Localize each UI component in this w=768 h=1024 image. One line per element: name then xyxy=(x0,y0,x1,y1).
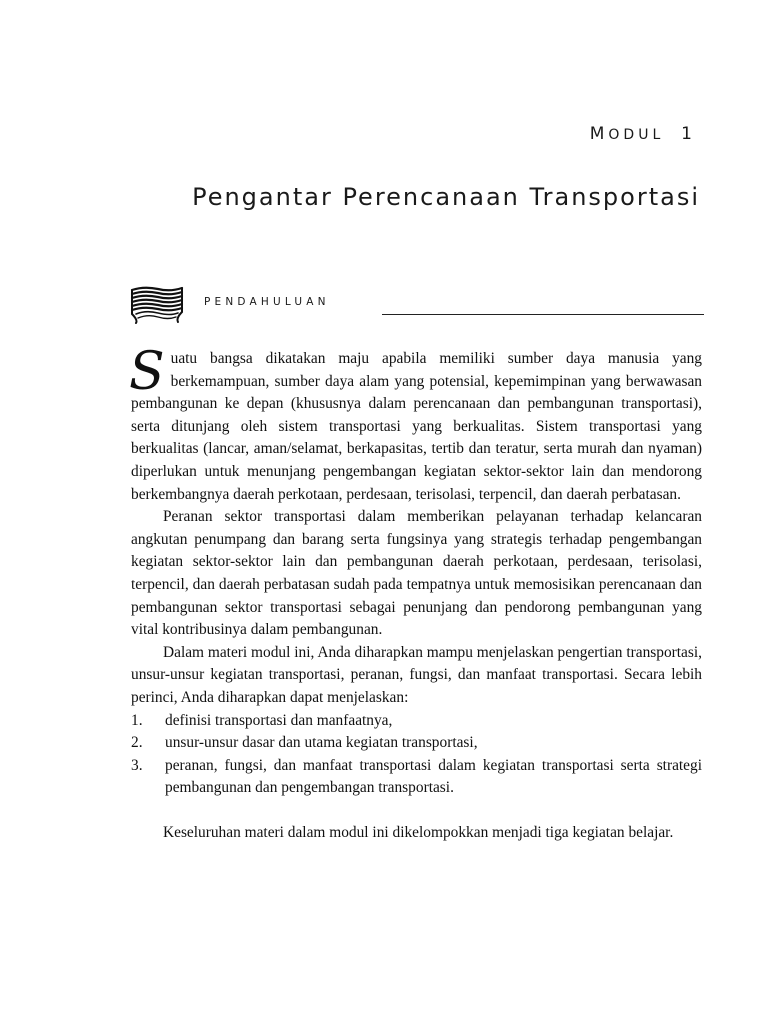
module-label xyxy=(590,124,696,144)
list-item xyxy=(131,710,702,733)
section-label: PENDAHULUAN xyxy=(204,296,330,308)
list-item xyxy=(131,732,702,755)
paragraph-role: Peranan sektor transportasi dalam memberikan pelayanan terhadap kelancaran angkutan penumpang dan barang serta fungsinya yang strategis terhadap pengembangan kegiatan sektor-sektor lain dan pembangunan daerah perkotaan, perdesaan, terisolasi, terpencil, dan daerah perbatasan sudah pada tempatnya untuk memosisikan perencanaan dan pembangunan sektor transportasi sebagai penunjang dan pendorong pembangunan yang vital kontribusinya dalam pembangunan. xyxy=(131,508,702,639)
section-divider xyxy=(382,314,704,315)
module-title: Pengantar Perencanaan Transportasi xyxy=(192,183,700,211)
list-text: peranan, fungsi, dan manfaat transportasi dalam kegiatan transportasi serta strategi pembangunan dan pengembangan transportasi. xyxy=(165,756,702,797)
spacer xyxy=(131,800,702,822)
paragraph-intro-text: uatu bangsa dikatakan maju apabila memiliki sumber daya manusia yang berkemampuan, sumber daya alam yang potensial, kepemimpinan yang berwawasan pembangunan ke depan (khususnya dalam perencanaan dan pembangunan transportasi), serta ditunjang oleh sistem transportasi yang berkualitas. Sistem transportasi yang berkualitas (lancar, aman/selamat, berkapasitas, tertib dan teratur, serta murah dan nyaman) diperlukan untuk menunjang pengembangan kegiatan sektor-sektor lain dan mendorong berkembangnya daerah perkotaan, perdesaan, terisolasi, terpencil, dan daerah perbatasan. xyxy=(131,350,702,503)
list-number: 1. xyxy=(131,711,143,729)
paragraph-summary: Keseluruhan materi dalam modul ini dikelompokkan menjadi tiga kegiatan belajar. xyxy=(163,823,674,841)
objectives-list xyxy=(131,710,702,800)
list-number: 3. xyxy=(131,756,143,774)
paragraph-objectives: Dalam materi modul ini, Anda diharapkan mampu menjelaskan pengertian transportasi, unsur-unsur kegiatan transportasi, peranan, fungsi, dan manfaat transportasi. Secara lebih perinci, Anda diharapkan dapat menjelaskan: xyxy=(131,643,702,706)
drop-cap: S xyxy=(129,342,165,402)
paragraph-intro xyxy=(129,342,702,506)
module-number: 1 xyxy=(681,124,696,144)
module-initial: M xyxy=(589,124,609,144)
list-text: unsur-unsur dasar dan utama kegiatan transportasi, xyxy=(165,734,478,752)
list-number: 2. xyxy=(131,734,143,752)
list-item xyxy=(131,755,702,800)
book-pages-icon xyxy=(130,286,184,324)
list-text: definisi transportasi dan manfaatnya, xyxy=(165,711,393,729)
body-content xyxy=(129,342,702,844)
section-heading xyxy=(130,286,704,326)
module-word: ODUL xyxy=(608,127,665,143)
